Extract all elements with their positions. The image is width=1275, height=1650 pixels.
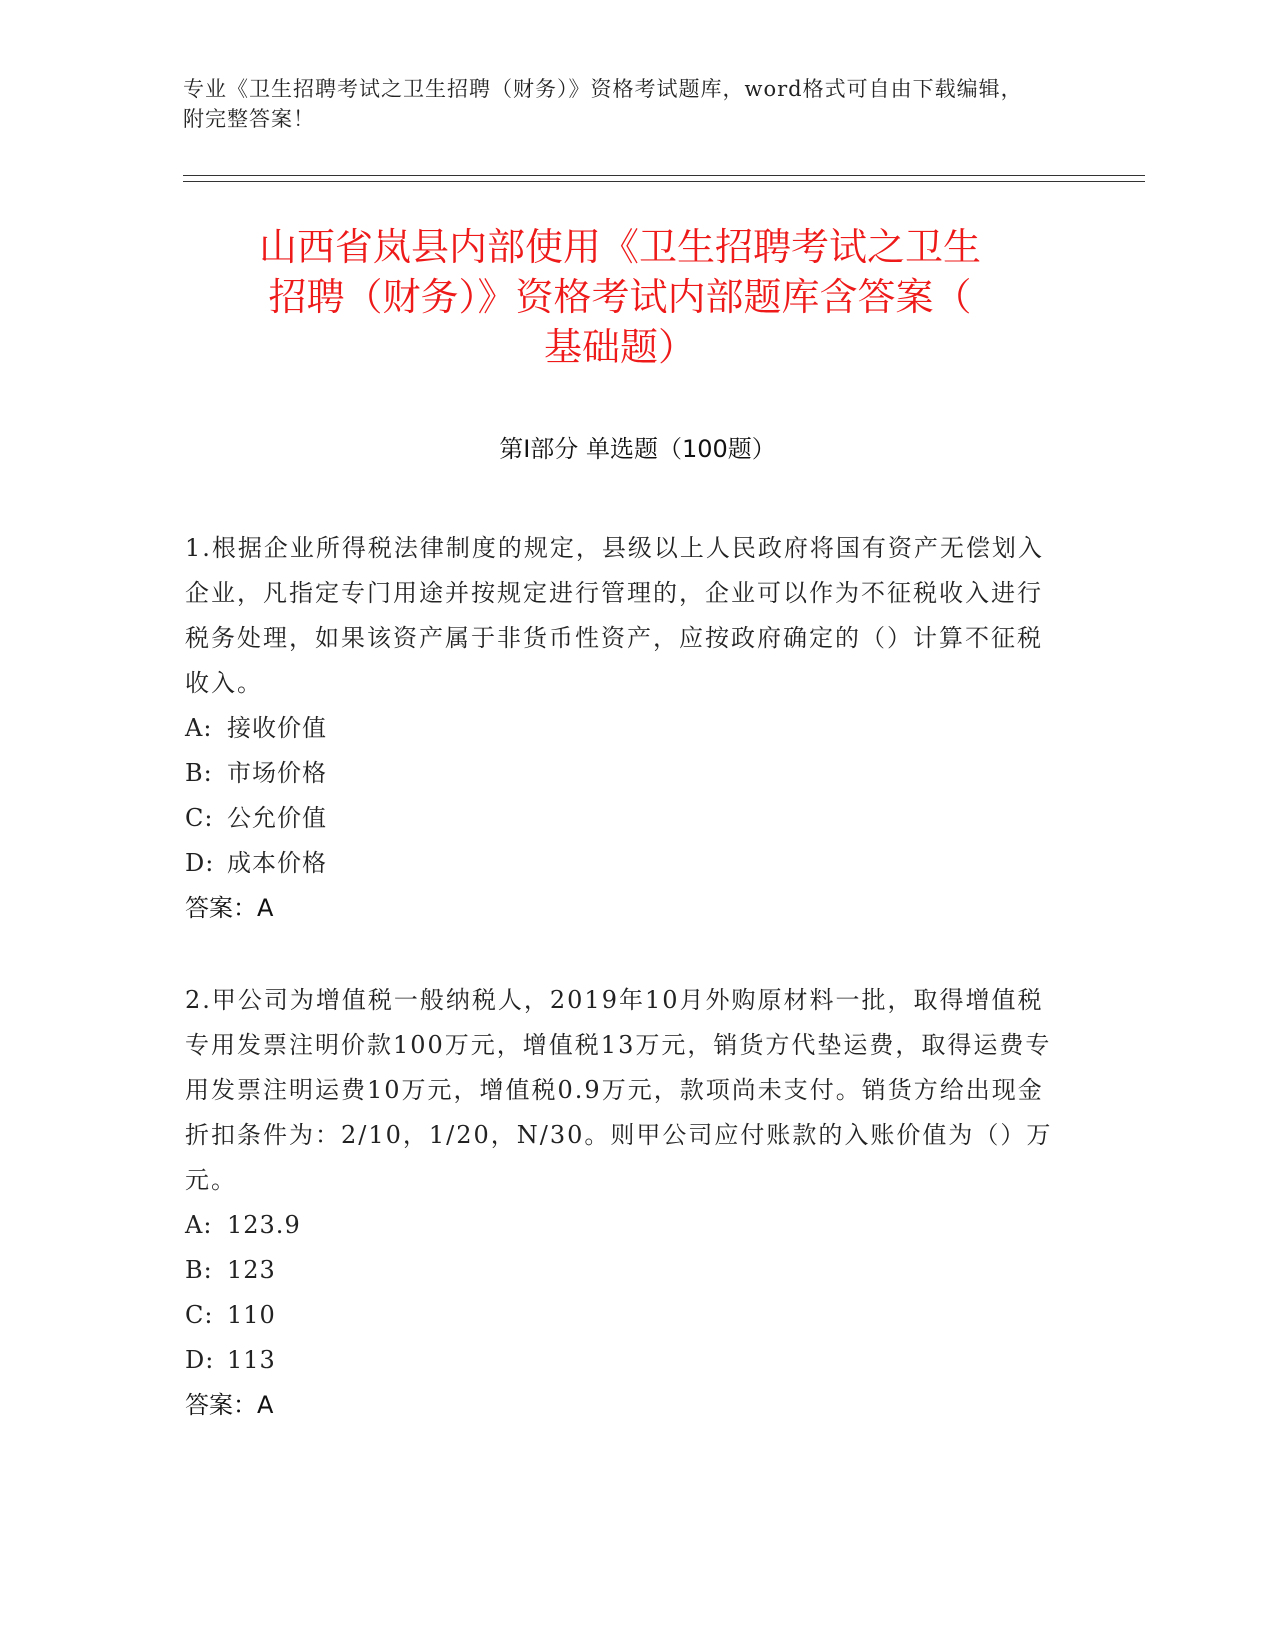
option-text: 接收价值 bbox=[227, 714, 327, 742]
title-line: 招聘（财务）》资格考试内部题库含答案（ bbox=[268, 275, 972, 319]
option-label: C: bbox=[185, 1301, 214, 1329]
option-label: C: bbox=[185, 804, 214, 832]
option-c bbox=[185, 796, 1055, 841]
question-1 bbox=[185, 526, 1055, 931]
header-divider-bottom bbox=[183, 181, 1145, 182]
title-line: 山西省岚县内部使用《卫生招聘考试之卫生 bbox=[258, 225, 981, 269]
answer: 答案：A bbox=[185, 894, 274, 922]
option-label: B: bbox=[185, 1256, 213, 1284]
option-label: B: bbox=[185, 759, 213, 787]
section-heading: 第Ⅰ部分 单选题（100题） bbox=[499, 435, 776, 463]
title-line: 基础题） bbox=[543, 325, 696, 369]
answer: 答案：A bbox=[185, 1391, 274, 1419]
question-stem: 2.甲公司为增值税一般纳税人，2019年10月外购原材料一批，取得增值税专用发票注明价款100万元，增值税13万元，销货方代垫运费，取得运费专用发票注明运费10万元，增值税0.9万元，款项尚未支付。销货方给出现金折扣条件为：2/10，1/20，N/30。则甲公司应付账款的入账价值为（）万元。 bbox=[185, 986, 1053, 1194]
question-stem: 1.根据企业所得税法律制度的规定，县级以上人民政府将国有资产无偿划入企业，凡指定专门用途并按规定进行管理的，企业可以作为不征税收入进行税务处理，如果该资产属于非货币性资产，应按政府确定的（）计算不征税收入。 bbox=[185, 534, 1044, 697]
option-text: 成本价格 bbox=[227, 849, 327, 877]
option-a bbox=[185, 1203, 1055, 1248]
option-text: 市场价格 bbox=[227, 759, 327, 787]
option-label: A: bbox=[185, 1211, 213, 1239]
option-c bbox=[185, 1293, 1055, 1338]
option-d bbox=[185, 841, 1055, 886]
header-note: 专业《卫生招聘考试之卫生招聘（财务）》资格考试题库，word格式可自由下载编辑，附完整答案！ bbox=[183, 77, 1023, 131]
option-d bbox=[185, 1338, 1055, 1383]
option-text: 123.9 bbox=[227, 1211, 301, 1239]
question-2 bbox=[185, 978, 1055, 1428]
option-label: A: bbox=[185, 714, 213, 742]
option-b bbox=[185, 1248, 1055, 1293]
option-label: D: bbox=[185, 1346, 215, 1374]
option-label: D: bbox=[185, 849, 215, 877]
document-title bbox=[170, 222, 1070, 372]
header-divider-top bbox=[183, 175, 1145, 176]
option-text: 110 bbox=[227, 1301, 276, 1329]
option-a bbox=[185, 706, 1055, 751]
option-text: 123 bbox=[227, 1256, 276, 1284]
option-text: 公允价值 bbox=[227, 804, 327, 832]
option-b bbox=[185, 751, 1055, 796]
option-text: 113 bbox=[227, 1346, 276, 1374]
